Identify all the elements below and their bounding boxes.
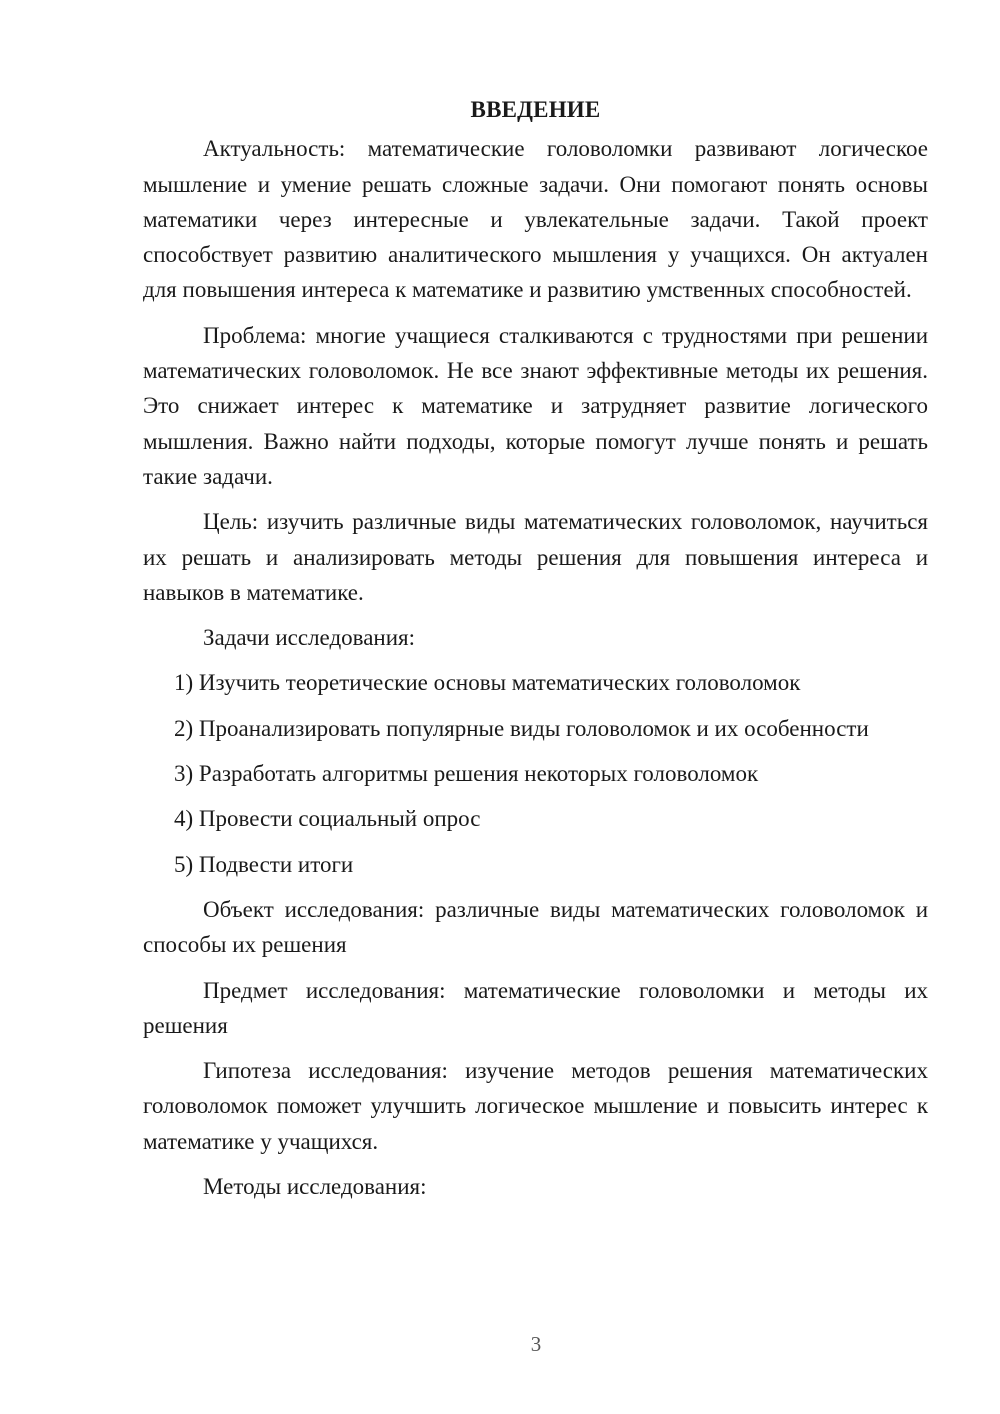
problem-paragraph: Проблема: многие учащиеся сталкиваются с трудностями при решении математических головоломок. Не все знают эффективные методы их решения. Это снижает интерес к математике и затрудняет развитие логического мышления. Важно найти подходы, которые помогут лучше понять и решать такие задачи. <box>143 322 928 489</box>
object-paragraph: Объект исследования: различные виды математических головоломок и способы их решения <box>143 896 928 958</box>
goal-paragraph: Цель: изучить различные виды математических головоломок, научиться их решать и анализировать методы решения для повышения интереса и навыков в математике. <box>143 509 928 605</box>
tasks-heading: Задачи исследования: <box>203 625 416 651</box>
page-content <box>143 92 928 1204</box>
task-item-2: 2) Проанализировать популярные виды головоломок и их особенности <box>174 715 869 741</box>
hypothesis-paragraph: Гипотеза исследования: изучение методов решения математических головоломок поможет улучшить логическое мышление и повысить интерес к математике у учащихся. <box>143 1058 928 1154</box>
task-item-3: 3) Разработать алгоритмы решения некоторых головоломок <box>174 761 759 787</box>
page-number: 3 <box>530 1332 542 1356</box>
task-item-1: 1) Изучить теоретические основы математических головоломок <box>174 670 801 696</box>
task-item-5: 5) Подвести итоги <box>174 851 354 877</box>
task-item-4: 4) Провести социальный опрос <box>174 806 481 832</box>
section-heading: ВВЕДЕНИЕ <box>470 97 601 122</box>
relevance-paragraph: Актуальность: математические головоломки развивают логическое мышление и умение решать сложные задачи. Они помогают понять основы математики через интересные и увлекательные задачи. Такой проект способствует развитию аналитического мышления у учащихся. Он актуален для повышения интереса к математике и развитию умственных способностей. <box>143 136 928 303</box>
subject-paragraph: Предмет исследования: математические головоломки и методы их решения <box>143 977 928 1038</box>
methods-paragraph: Методы исследования: <box>203 1174 427 1200</box>
